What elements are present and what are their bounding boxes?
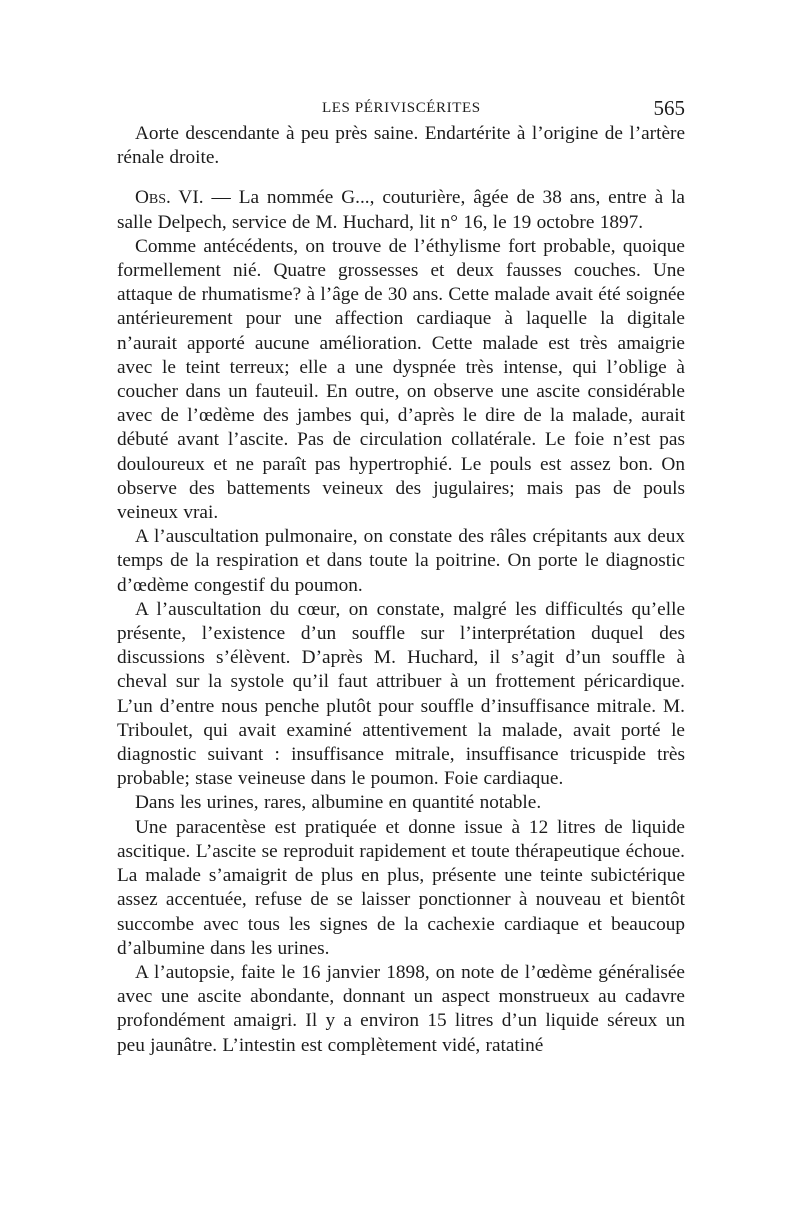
- paragraph-cardiac-auscultation: A l’auscultation du cœur, on constate, malgré les difficultés qu’elle présente, l’existence d’un souffle sur l’interprétation duquel des discussions s’élèvent. D’après M. Huchard, il s’agit d’un souffle à cheval sur la systole qu’il faut attribuer à un frottement péricardique. L’un d’entre nous penche plutôt pour souffle d’insuffisance mitrale. M. Triboulet, qui avait examiné attentivement la malade, avait porté le diagnostic suivant : insuffisance mitrale, insuffisance tricuspide très probable; stase veineuse dans le poumon. Foie cardiaque.: [117, 598, 685, 790]
- paragraph-antecedents: Comme antécédents, on trouve de l’éthylisme fort probable, quoique formellement nié. Quatre grossesses et deux fausses couches. Une attaque de rhumatisme? à l’âge de 30 ans. Cette malade avait été soignée antérieurement pour une affection cardiaque à laquelle la digitale n’aurait apporté aucune amélioration. Cette malade est très amaigrie avec le teint terreux; elle a une dyspnée très intense, qui l’oblige à coucher dans un fauteuil. En outre, on observe une ascite considérable avec de l’œdème des jambes qui, d’après le dire de la malade, aurait débuté avant l’ascite. Pas de circulation collatérale. Le foie n’est pas douloureux et ne paraît pas hypertrophié. Le pouls est assez bon. On observe des battements veineux des jugulaires; mais pas de pouls veineux vrai.: [117, 235, 685, 524]
- book-page: [117, 96, 685, 1058]
- paragraph-autopsy: A l’autopsie, faite le 16 janvier 1898, on note de l’œdème généralisée avec une ascite abondante, donnant un aspect monstrueux au cadavre profondément amaigri. Il y a environ 15 litres d’un liquide séreux un peu jaunâtre. L’intestin est complètement vidé, ratatiné: [117, 961, 685, 1056]
- running-header: [117, 96, 685, 122]
- body-text: [117, 122, 685, 1058]
- observation-intro: — La nommée G..., couturière, âgée de 38 ans, entre à la salle Delpech, service de M. Huchard, lit n° 16, le 19 octobre 1897.: [117, 187, 685, 233]
- paragraph-aorta: Aorte descendante à peu près saine. Endartérite à l’origine de l’artère rénale droite.: [117, 123, 685, 169]
- paragraph-urines: Dans les urines, rares, albumine en quantité notable.: [135, 792, 542, 814]
- paragraph-pulmonary-auscultation: A l’auscultation pulmonaire, on constate des râles crépitants aux deux temps de la respiration et dans toute la poitrine. On porte le diagnostic d’œdème congestif du poumon.: [117, 526, 685, 596]
- paragraph-paracentesis: Une paracentèse est pratiquée et donne issue à 12 litres de liquide ascitique. L’ascite se reproduit rapidement et toute thérapeutique échoue. La malade s’amaigrit de plus en plus, présente une teinte subictérique assez accentuée, refuse de se laisser ponctionner à nouveau et bientôt succombe avec tous les signes de la cachexie cardiaque et beaucoup d’albumine dans les urines.: [117, 816, 685, 959]
- page-number: 565: [653, 96, 685, 120]
- paragraph-observation-heading: [117, 186, 685, 234]
- running-title: LES PÉRIVISCÉRITES: [322, 100, 481, 116]
- observation-label: Obs. VI.: [135, 187, 204, 209]
